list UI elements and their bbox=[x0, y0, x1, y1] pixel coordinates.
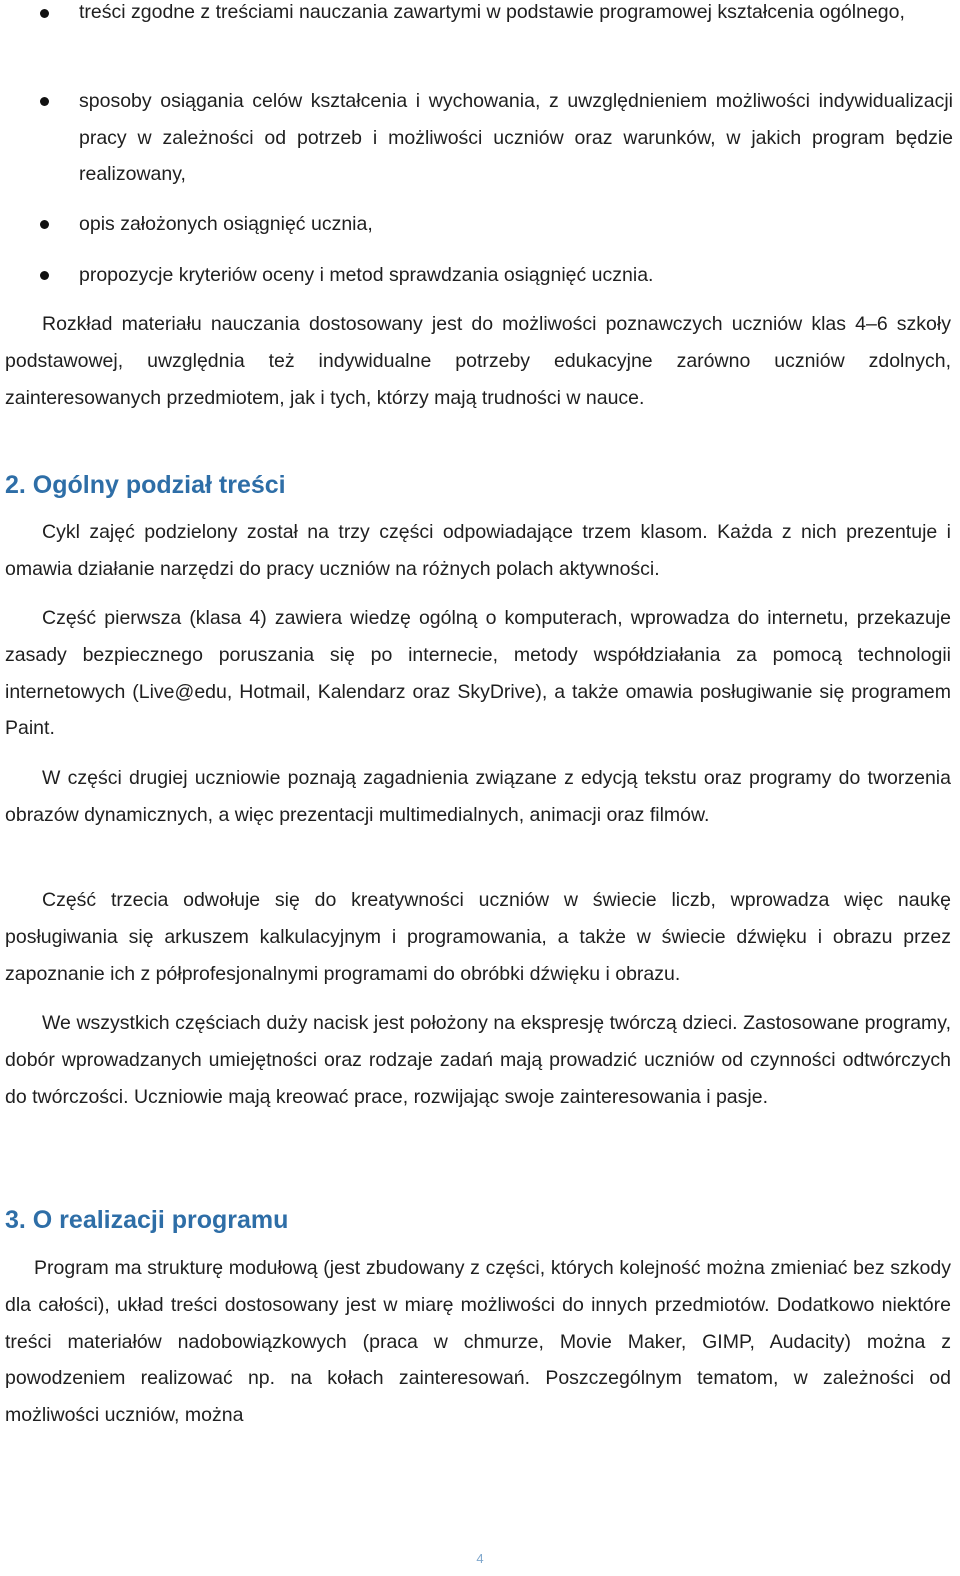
bullet-dot-icon bbox=[40, 271, 49, 280]
list-item-text: opis założonych osiągnięć ucznia, bbox=[79, 213, 373, 235]
bullet-dot-icon bbox=[40, 97, 49, 106]
page-number: 4 bbox=[476, 1551, 484, 1566]
section3-paragraph: Program ma strukturę modułową (jest zbudowany z części, których kolejność można zmieniać bez szkody dla całości), układ treści dostosowany jest w miarę możliwości do innych przedmiotów. Dodatkowo niektóre treści materiałów nadobowiązkowych (praca w chmurze, Movie Maker, GIMP, Audacity) można z powodzeniem realizować np. na kołach zainteresowań. Poszczególnym tematom, w zależności od możliwości uczniów, można bbox=[5, 1257, 951, 1427]
section2-paragraph-2: Część pierwsza (klasa 4) zawiera wiedzę ogólną o komputerach, wprowadza do internetu, przekazuje zasady bezpiecznego poruszania się po internecie, metody współdziałania za pomocą technologii internetowych (Live@edu, Hotmail, Kalendarz oraz SkyDrive), a także omawia posługiwanie się programem Paint. bbox=[5, 607, 951, 740]
bullet-dot-icon bbox=[40, 220, 49, 229]
section2-paragraph-3: W części drugiej uczniowie poznają zagadnienia związane z edycją tekstu oraz programy do tworzenia obrazów dynamicznych, a więc prezentacji multimedialnych, animacji oraz filmów. bbox=[5, 767, 951, 826]
section-heading-2: 2. Ogólny podział treści bbox=[5, 471, 286, 499]
list-item-text: propozycje kryteriów oceny i metod sprawdzania osiągnięć ucznia. bbox=[79, 264, 654, 286]
list-item-text: sposoby osiągania celów kształcenia i wychowania, z uwzględnieniem możliwości indywidualizacji pracy w zależności od potrzeb i możliwości uczniów oraz warunków, w jakich program będzie realizowany, bbox=[79, 90, 953, 185]
bullet-dot-icon bbox=[40, 9, 49, 18]
section-heading-3: 3. O realizacji programu bbox=[5, 1206, 289, 1234]
section2-paragraph-1: Cykl zajęć podzielony został na trzy części odpowiadające trzem klasom. Każda z nich prezentuje i omawia działanie narzędzi do pracy uczniów na różnych polach aktywności. bbox=[5, 521, 951, 580]
list-item-text: treści zgodne z treściami nauczania zawartymi w podstawie programowej kształcenia ogólnego, bbox=[79, 1, 905, 23]
intro-paragraph: Rozkład materiału nauczania dostosowany jest do możliwości poznawczych uczniów klas 4–6 szkoły podstawowej, uwzględnia też indywidualne potrzeby edukacyjne zarówno uczniów zdolnych, zainteresowanych przedmiotem, jak i tych, którzy mają trudności w nauce. bbox=[5, 313, 951, 409]
section2-paragraph-4: Część trzecia odwołuje się do kreatywności uczniów w świecie liczb, wprowadza więc naukę posługiwania się arkuszem kalkulacyjnym i programowania, a także w świecie dźwięku i obrazu przez zapoznanie ich z półprofesjonalnymi programami do obróbki dźwięku i obrazu. bbox=[5, 889, 951, 985]
section2-paragraph-5: We wszystkich częściach duży nacisk jest położony na ekspresję twórczą dzieci. Zastosowane programy, dobór wprowadzanych umiejętności oraz rodzaje zadań mają prowadzić uczniów od czynności odtwórczych do twórczości. Uczniowie mają kreować prace, rozwijając swoje zainteresowania i pasje. bbox=[5, 1012, 951, 1108]
